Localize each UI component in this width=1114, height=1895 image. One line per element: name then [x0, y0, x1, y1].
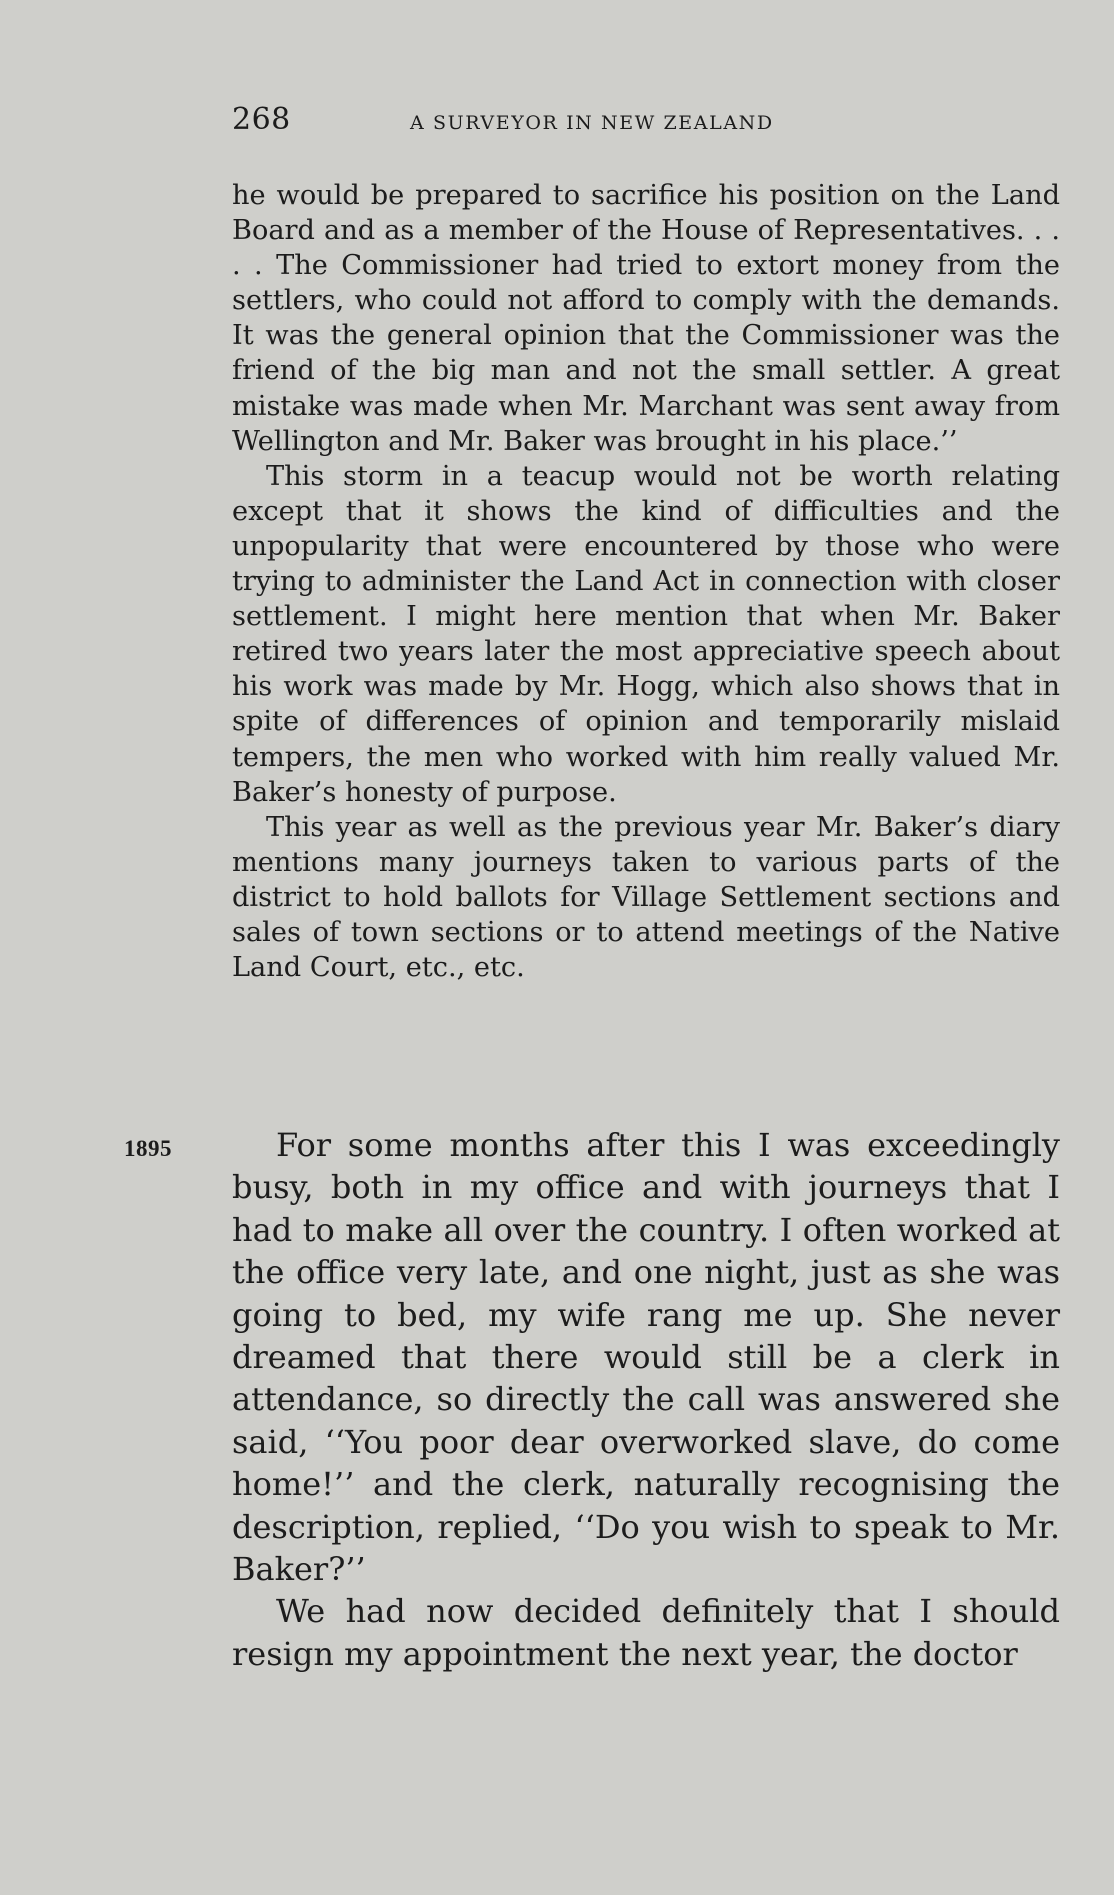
- page-number: 268: [232, 102, 291, 137]
- paragraph-continuation: he would be prepared to sacrifice his position on the Land Board and as a member of the House of Representatives. . . . . The Commissioner had tried to extort money from the settlers, who could not afford to comply with the demands. It was the general opinion that the Commissioner was the friend of the big man and not the small settler. A great mistake was made when Mr. Marchant was sent away from Wellington and Mr. Baker was brought in his place.’’: [232, 180, 1060, 457]
- quoted-and-narrative-text: [232, 178, 1060, 985]
- paragraph-resign-decision: We had now decided definitely that I should resign my appointment the next year, the doctor: [232, 1592, 1060, 1673]
- paragraph-busy-months: For some months after this I was exceedingly busy, both in my office and with journeys that I had to make all over the country. I often worked at the office very late, and one night, just as she was going to bed, my wife rang me up. She never dreamed that there would still be a clerk in attendance, so directly the call was answered she said, ‘‘You poor dear overworked slave, do come home!’’ and the clerk, naturally recognising the description, replied, ‘‘Do you wish to speak to Mr. Baker?’’: [232, 1126, 1060, 1589]
- paragraph-diary-journeys: This year as well as the previous year Mr. Baker’s diary mentions many journeys taken to various parts of the district to hold ballots for Village Settlement sections and sales of town sections or to attend meetings of the Native Land Court, etc., etc.: [232, 811, 1060, 984]
- page-header: [232, 102, 1062, 142]
- running-title: A SURVEYOR IN NEW ZEALAND: [410, 112, 774, 134]
- margin-year-note: 1895: [124, 1136, 172, 1161]
- memoir-text: [232, 1124, 1060, 1675]
- paragraph-storm-in-teacup: This storm in a teacup would not be worth relating except that it shows the kind of difficulties and the unpopularity that were encountered by those who were trying to administer the Land Act in connection with closer settlement. I might here mention that when Mr. Baker retired two years later the most appreciative speech about his work was made by Mr. Hogg, which also shows that in spite of differences of opinion and temporarily mislaid tempers, the men who worked with him really valued Mr. Baker’s honesty of purpose.: [232, 460, 1060, 808]
